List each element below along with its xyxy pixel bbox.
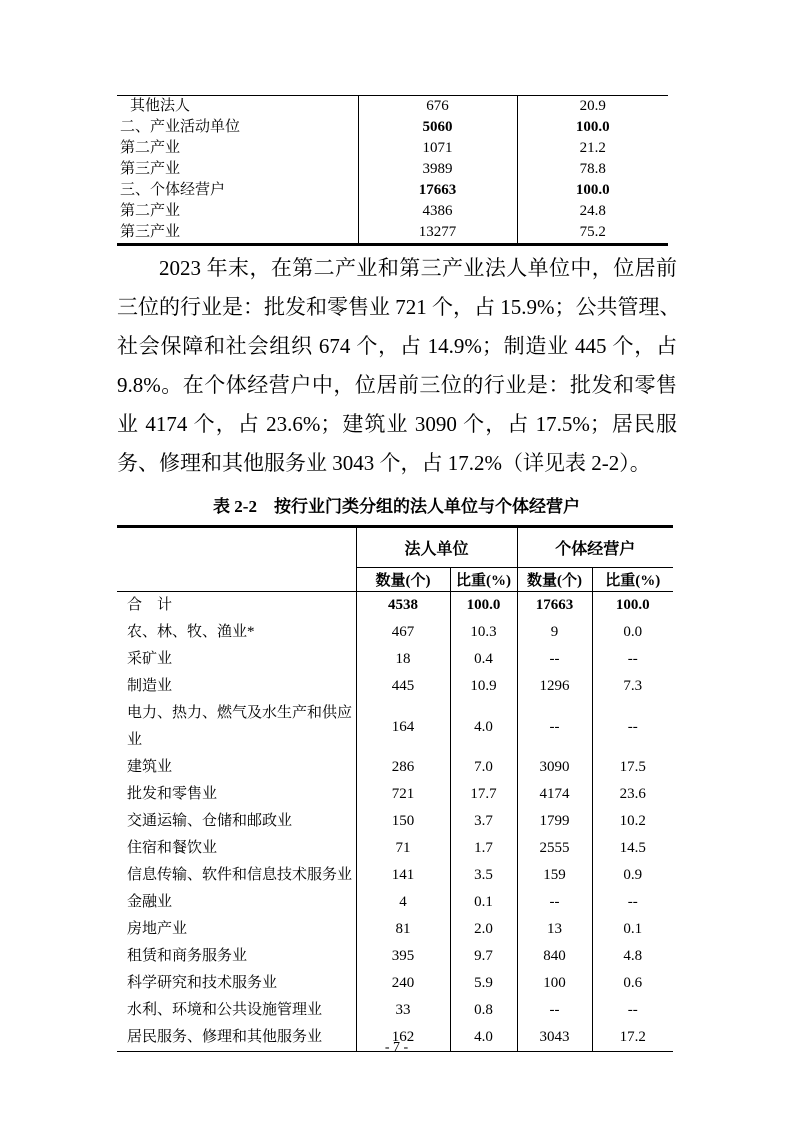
industry-label: 房地产业 <box>127 921 188 937</box>
continued-table-row <box>117 117 668 138</box>
industry-label: 交通运输、仓储和邮政业 <box>127 813 293 829</box>
continued-table <box>117 95 668 246</box>
industry-label: 租赁和商务服务业 <box>127 948 248 964</box>
row-label: 第三产业 <box>120 224 181 240</box>
cell-value: 1296 <box>517 673 592 700</box>
cell-value: 0.4 <box>450 646 517 673</box>
row-label: 三、个体经营户 <box>120 182 226 198</box>
cell-value: 0.6 <box>592 970 673 997</box>
table-row <box>117 916 673 943</box>
cell-value: 4.0 <box>450 700 517 754</box>
row-value: 100.0 <box>517 117 668 138</box>
continued-table-row <box>117 138 668 159</box>
cell-value: 3.7 <box>450 808 517 835</box>
industry-label: 金融业 <box>127 894 173 910</box>
cell-value: 240 <box>356 970 450 997</box>
row-value: 20.9 <box>517 96 668 118</box>
sub-header-quantity-individual: 数量(个) <box>517 568 592 592</box>
continued-table-row <box>117 222 668 245</box>
cell-value: -- <box>592 700 673 754</box>
cell-value: 1.7 <box>450 835 517 862</box>
paragraph-line: 业 4174 个，占 23.6%；建筑业 3090 个，占 17.5%；居民服 <box>117 412 677 436</box>
cell-value: -- <box>592 889 673 916</box>
table-row <box>117 754 673 781</box>
cell-value: 10.9 <box>450 673 517 700</box>
industry-label: 农、林、牧、渔业* <box>127 624 255 640</box>
table-row <box>117 889 673 916</box>
industry-label: 住宿和餐饮业 <box>127 840 218 856</box>
cell-value: 81 <box>356 916 450 943</box>
row-value: 676 <box>358 96 517 118</box>
cell-value: 17.5 <box>592 754 673 781</box>
row-label: 二、产业活动单位 <box>120 119 241 135</box>
column-group-legal-entities: 法人单位 <box>356 527 517 568</box>
cell-value: 0.1 <box>450 889 517 916</box>
row-value: 100.0 <box>517 180 668 201</box>
cell-value: 23.6 <box>592 781 673 808</box>
table-row <box>117 619 673 646</box>
continued-table-body <box>117 96 668 245</box>
row-value: 75.2 <box>517 222 668 245</box>
cell-value: 4538 <box>356 592 450 620</box>
paragraph-line: 9.8%。在个体经营户中，位居前三位的行业是：批发和零售 <box>117 373 677 397</box>
cell-value: 141 <box>356 862 450 889</box>
industry-label: 居民服务、修理和其他服务业 <box>127 1029 323 1045</box>
industry-label: 信息传输、软件和信息技术服务业 <box>127 867 353 883</box>
cell-value: 4.8 <box>592 943 673 970</box>
table-row <box>117 835 673 862</box>
cell-value: 162 <box>356 1024 450 1052</box>
table-row <box>117 646 673 673</box>
paragraph-line: 三位的行业是：批发和零售业 721 个，占 15.9%；公共管理、 <box>117 295 681 319</box>
row-value: 3989 <box>358 159 517 180</box>
sub-header-share-individual: 比重(%) <box>592 568 673 592</box>
industry-label: 电力、热力、燃气及水生产和供应业 <box>127 705 353 748</box>
sub-header-share-legal: 比重(%) <box>450 568 517 592</box>
column-group-row <box>117 527 673 568</box>
cell-value: 17.2 <box>592 1024 673 1052</box>
cell-value: 13 <box>517 916 592 943</box>
cell-value: -- <box>517 646 592 673</box>
industry-label: 批发和零售业 <box>127 786 218 802</box>
row-value: 4386 <box>358 201 517 222</box>
paragraph-line: 社会保障和社会组织 674 个，占 14.9%；制造业 445 个，占 <box>117 334 677 358</box>
cell-value: 10.2 <box>592 808 673 835</box>
continued-table-row <box>117 180 668 201</box>
cell-value: 100.0 <box>450 592 517 620</box>
cell-value: 4 <box>356 889 450 916</box>
cell-value: 164 <box>356 700 450 754</box>
table-row <box>117 862 673 889</box>
row-label: 第三产业 <box>120 161 181 177</box>
cell-value: 3090 <box>517 754 592 781</box>
cell-value: 7.3 <box>592 673 673 700</box>
sub-header-quantity-legal: 数量(个) <box>356 568 450 592</box>
cell-value: 3.5 <box>450 862 517 889</box>
cell-value: 721 <box>356 781 450 808</box>
cell-value: 159 <box>517 862 592 889</box>
cell-value: 100 <box>517 970 592 997</box>
table-row <box>117 700 673 754</box>
industry-label: 建筑业 <box>127 759 173 775</box>
cell-value: 18 <box>356 646 450 673</box>
cell-value: 286 <box>356 754 450 781</box>
cell-value: 467 <box>356 619 450 646</box>
cell-value: 2.0 <box>450 916 517 943</box>
cell-value: 0.0 <box>592 619 673 646</box>
cell-value: 5.9 <box>450 970 517 997</box>
cell-value: 7.0 <box>450 754 517 781</box>
row-label: 第二产业 <box>120 140 181 156</box>
industry-label: 制造业 <box>127 678 173 694</box>
table-row <box>117 970 673 997</box>
cell-value: 17663 <box>517 592 592 620</box>
cell-value: -- <box>592 646 673 673</box>
cell-value: 10.3 <box>450 619 517 646</box>
cell-value: 17.7 <box>450 781 517 808</box>
cell-value: 445 <box>356 673 450 700</box>
row-label: 其他法人 <box>130 98 191 114</box>
cell-value: 3043 <box>517 1024 592 1052</box>
cell-value: 4.0 <box>450 1024 517 1052</box>
cell-value: 71 <box>356 835 450 862</box>
table-2-2-body <box>117 592 673 1052</box>
industry-label: 合 计 <box>127 597 173 613</box>
table-2-2-header <box>117 527 673 592</box>
table-2-2 <box>117 525 673 1052</box>
cell-value: 4174 <box>517 781 592 808</box>
continued-table-row <box>117 159 668 180</box>
cell-value: 0.8 <box>450 997 517 1024</box>
industry-label: 采矿业 <box>127 651 173 667</box>
cell-value: -- <box>517 700 592 754</box>
cell-value: 100.0 <box>592 592 673 620</box>
cell-value: -- <box>517 997 592 1024</box>
row-value: 5060 <box>358 117 517 138</box>
table-2-2-corner-cell <box>117 527 356 592</box>
row-value: 78.8 <box>517 159 668 180</box>
continued-table-row <box>117 201 668 222</box>
row-value: 24.8 <box>517 201 668 222</box>
continued-table-row <box>117 96 668 118</box>
cell-value: 395 <box>356 943 450 970</box>
cell-value: 9 <box>517 619 592 646</box>
summary-paragraph <box>117 249 681 483</box>
cell-value: -- <box>592 997 673 1024</box>
paragraph-line: 2023 年末，在第二产业和第三产业法人单位中，位居前 <box>159 256 677 280</box>
row-value: 13277 <box>358 222 517 245</box>
table-row <box>117 943 673 970</box>
column-group-individual-businesses: 个体经营户 <box>517 527 673 568</box>
row-value: 21.2 <box>517 138 668 159</box>
table-row <box>117 781 673 808</box>
page-number: - 7 - <box>384 1040 409 1055</box>
cell-value: -- <box>517 889 592 916</box>
cell-value: 14.5 <box>592 835 673 862</box>
industry-label: 水利、环境和公共设施管理业 <box>127 1002 323 1018</box>
table-row <box>117 592 673 620</box>
cell-value: 1799 <box>517 808 592 835</box>
cell-value: 0.1 <box>592 916 673 943</box>
row-label: 第二产业 <box>120 203 181 219</box>
cell-value: 33 <box>356 997 450 1024</box>
table-row <box>117 673 673 700</box>
table-2-2-title: 表 2-2 按行业门类分组的法人单位与个体经营户 <box>213 497 580 516</box>
paragraph-line: 务、修理和其他服务业 3043 个，占 17.2%（详见表 2-2）。 <box>117 451 651 475</box>
cell-value: 150 <box>356 808 450 835</box>
cell-value: 2555 <box>517 835 592 862</box>
industry-label: 科学研究和技术服务业 <box>127 975 278 991</box>
table-row <box>117 808 673 835</box>
table-row <box>117 997 673 1024</box>
row-value: 1071 <box>358 138 517 159</box>
cell-value: 0.9 <box>592 862 673 889</box>
cell-value: 9.7 <box>450 943 517 970</box>
cell-value: 840 <box>517 943 592 970</box>
row-value: 17663 <box>358 180 517 201</box>
